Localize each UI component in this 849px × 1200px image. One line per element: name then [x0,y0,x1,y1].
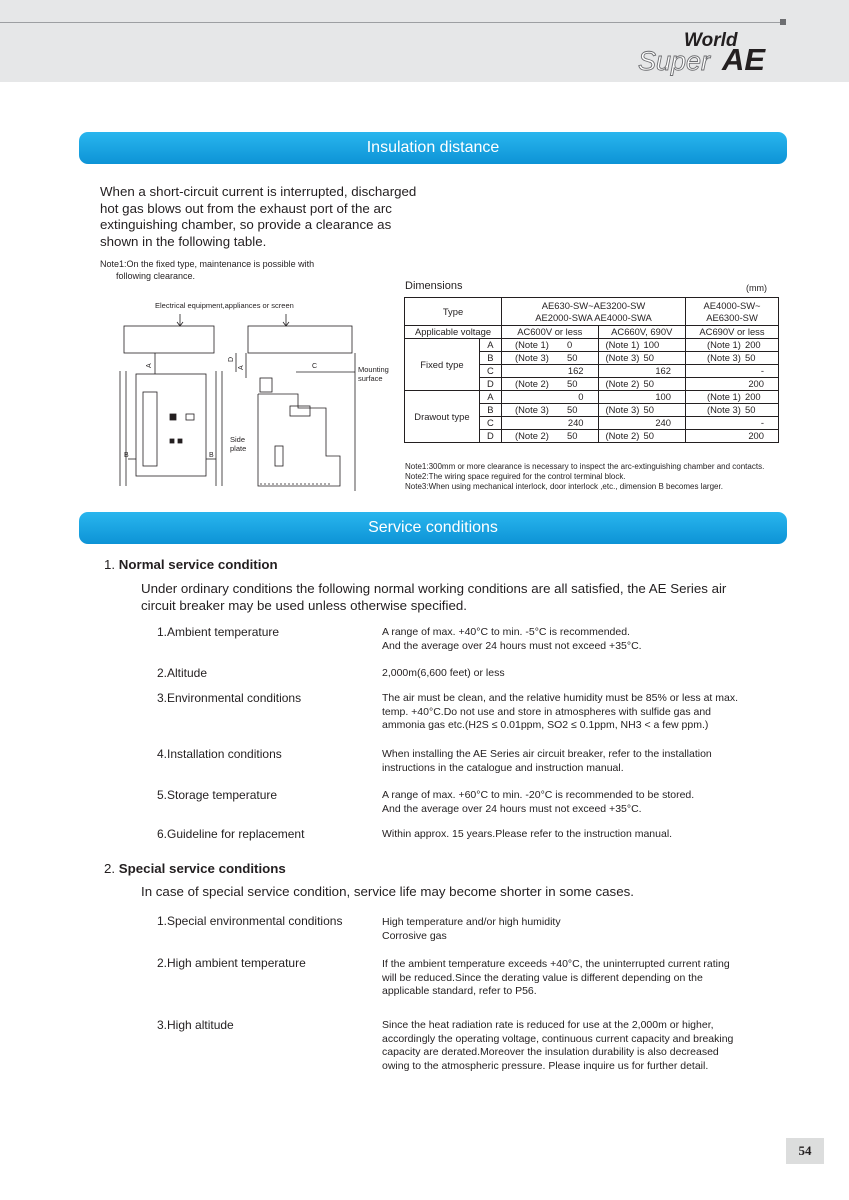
value-cell: 0 [502,391,599,404]
value-cell: - [686,365,779,378]
condition-value: If the ambient temperature exceeds +40°C, the uninterrupted current rating will be reduced.Since the derating value is different depending on the applicable standard, refer to P56. [382,958,730,997]
model-line: AE4000-SW~ [703,300,761,311]
dim-key: B [479,404,501,417]
dim-key: A [479,339,501,352]
model-header [502,298,686,326]
condition-label: 1.Ambient temperature [157,625,280,639]
condition-value: Within approx. 15 years.Please refer to the instruction manual. [382,828,673,840]
condition-label: 5.Storage temperature [157,788,278,802]
logo-super: Super [638,46,711,76]
dim-key: A [479,391,501,404]
page-number: 54 [786,1138,824,1164]
model-line: AE2000-SWA AE4000-SWA [535,311,652,323]
value-cell: 162 [502,365,599,378]
mounting-surface-label: Mounting [358,365,389,374]
mounting-surface-label: surface [358,374,383,383]
special-condition-heading: 2. Special service conditions [104,861,286,876]
dimensions-label: Dimensions [405,280,463,292]
equipment-label: Electrical equipment,appliances or screen [155,301,294,310]
condition-label: 2.High ambient temperature [157,956,306,970]
value-cell: 240 [502,417,599,430]
dim-c: C [312,363,318,370]
insulation-title-bar: Insulation distance [79,132,787,164]
intro-line: extinguishing chamber, so provide a clearance as [100,217,392,232]
dim-key: C [479,417,501,430]
table-note: Note2:The wiring space reguired for the control terminal block. [405,471,626,481]
dim-key: D [479,378,501,391]
condition-value: The air must be clean, and the relative humidity must be 85% or less at max. temp. +40°C.Do not use and store in atmospheres with sulfide gas and ammonia gas etc.(H2S ≤ 0.01ppm, SO2 ≤ 0.1ppm, NH3 < a few ppm.) [382,692,739,731]
table-row [405,326,779,339]
value-cell: 100 [598,391,685,404]
condition-value: When installing the AE Series air circuit breaker, refer to the installation instructions in the catalogue and instruction manual. [382,748,712,774]
logo-ae: AE [722,42,766,76]
clearance-table [404,297,779,443]
normal-intro [141,581,761,614]
voltage-cell: AC690V or less [686,326,779,339]
value-cell: (Note 1) 200 [686,339,779,352]
table-row [405,391,779,404]
value-cell: (Note 1) 0 [502,339,599,352]
normal-condition-heading: 1. Normal service condition [104,557,278,572]
table-note: Note3:When using mechanical interlock, door interlock ,etc., dimension B becomes larger. [405,481,723,491]
value-cell: 200 [686,430,779,443]
special-intro: In case of special service condition, service life may become shorter in some cases. [141,884,634,899]
voltage-cell: AC600V or less [502,326,599,339]
logo-world: World [684,30,738,51]
condition-value: A range of max. +60°C to min. -20°C is recommended to be stored. And the average over 24 hours must not exceed +35°C. [382,789,695,815]
value-cell: (Note 3) 50 [502,404,599,417]
value-cell: (Note 2) 50 [598,378,685,391]
dim-key: C [479,365,501,378]
world-super-ae-logo [636,26,796,76]
table-note: Note1:300mm or more clearance is necessary to inspect the arc-extinguishing chamber and contacts. [405,462,765,471]
intro-line: circuit breaker may be used unless otherwise specified. [141,597,467,613]
intro-line: hot gas blows out from the exhaust port of the arc [100,200,392,216]
dim-a-left: A [146,363,153,368]
intro-line: Under ordinary conditions the following normal working conditions are all satisfied, the AE Series air [141,581,727,596]
value-cell: (Note 1) 100 [598,339,685,352]
model-line: AE630-SW~AE3200-SW [541,300,646,311]
model-header [686,298,779,326]
table-row [405,339,779,352]
dim-b-left: B [124,452,129,459]
note-line: following clearance. [116,270,196,281]
condition-label: 4.Installation conditions [157,747,282,761]
value-cell: (Note 1) 200 [686,391,779,404]
condition-value: 2,000m(6,600 feet) or less [382,667,505,679]
header-rule [0,22,783,23]
breaker-side [258,394,340,486]
value-cell: (Note 2) 50 [598,430,685,443]
value-cell: (Note 2) 50 [502,378,599,391]
clearance-diagram [100,296,400,496]
value-cell: (Note 3) 50 [502,352,599,365]
screen-left [124,326,214,353]
dim-d: D [228,356,235,362]
applicable-voltage-label: Applicable voltage [405,326,502,339]
condition-label: 1.Special environmental conditions [157,914,343,928]
unit-label: (mm) [746,283,767,293]
value-cell: (Note 3) 50 [686,352,779,365]
dim-a-right: A [238,365,245,370]
fixed-type-label: Fixed type [405,339,480,391]
insulation-intro [100,184,440,250]
value-cell: - [686,417,779,430]
dim-key: D [479,430,501,443]
condition-label: 3.Environmental conditions [157,691,302,705]
dim-b-right: B [209,452,214,459]
value-cell: 240 [598,417,685,430]
condition-value: A range of max. +40°C to min. -5°C is recommended. And the average over 24 hours must not exceed +35°C. [382,626,642,652]
value-cell: (Note 3) 50 [598,404,685,417]
side-plate-label: plate [230,444,247,453]
condition-label: 6.Guideline for replacement [157,827,305,841]
side-plate-label: Side [230,435,246,444]
header-rule-end [780,19,786,25]
dim-key: B [479,352,501,365]
value-cell: (Note 3) 50 [686,404,779,417]
table-notes [405,462,764,491]
condition-value: High temperature and/or high humidity Corrosive gas [382,916,561,942]
value-cell: (Note 2) 50 [502,430,599,443]
screen-right [248,326,352,353]
breaker-front [136,374,206,476]
value-cell: 200 [686,378,779,391]
voltage-cell: AC660V, 690V [598,326,685,339]
condition-value: Since the heat radiation rate is reduced for use at the 2,000m or higher, accordingly the operating voltage, continuous current capacity and breaking capacity are derated.Moreover the insulation durability is also decreased owing to the atmospheric pressure. Please inquire us for further detail. [382,1019,734,1072]
table-header-row [405,298,779,326]
model-line: AE6300-SW [706,311,758,323]
condition-label: 3.High altitude [157,1018,234,1032]
value-cell: 162 [598,365,685,378]
service-title-bar: Service conditions [79,512,787,544]
value-cell: (Note 3) 50 [598,352,685,365]
condition-label: 2.Altitude [157,666,208,680]
fixed-type-note [100,259,360,282]
note-line: Note1:On the fixed type, maintenance is possible with [100,259,315,269]
drawout-type-label: Drawout type [405,391,480,443]
intro-line: When a short-circuit current is interrupted, discharged [100,184,417,199]
intro-line: shown in the following table. [100,233,267,249]
type-header: Type [405,298,502,326]
